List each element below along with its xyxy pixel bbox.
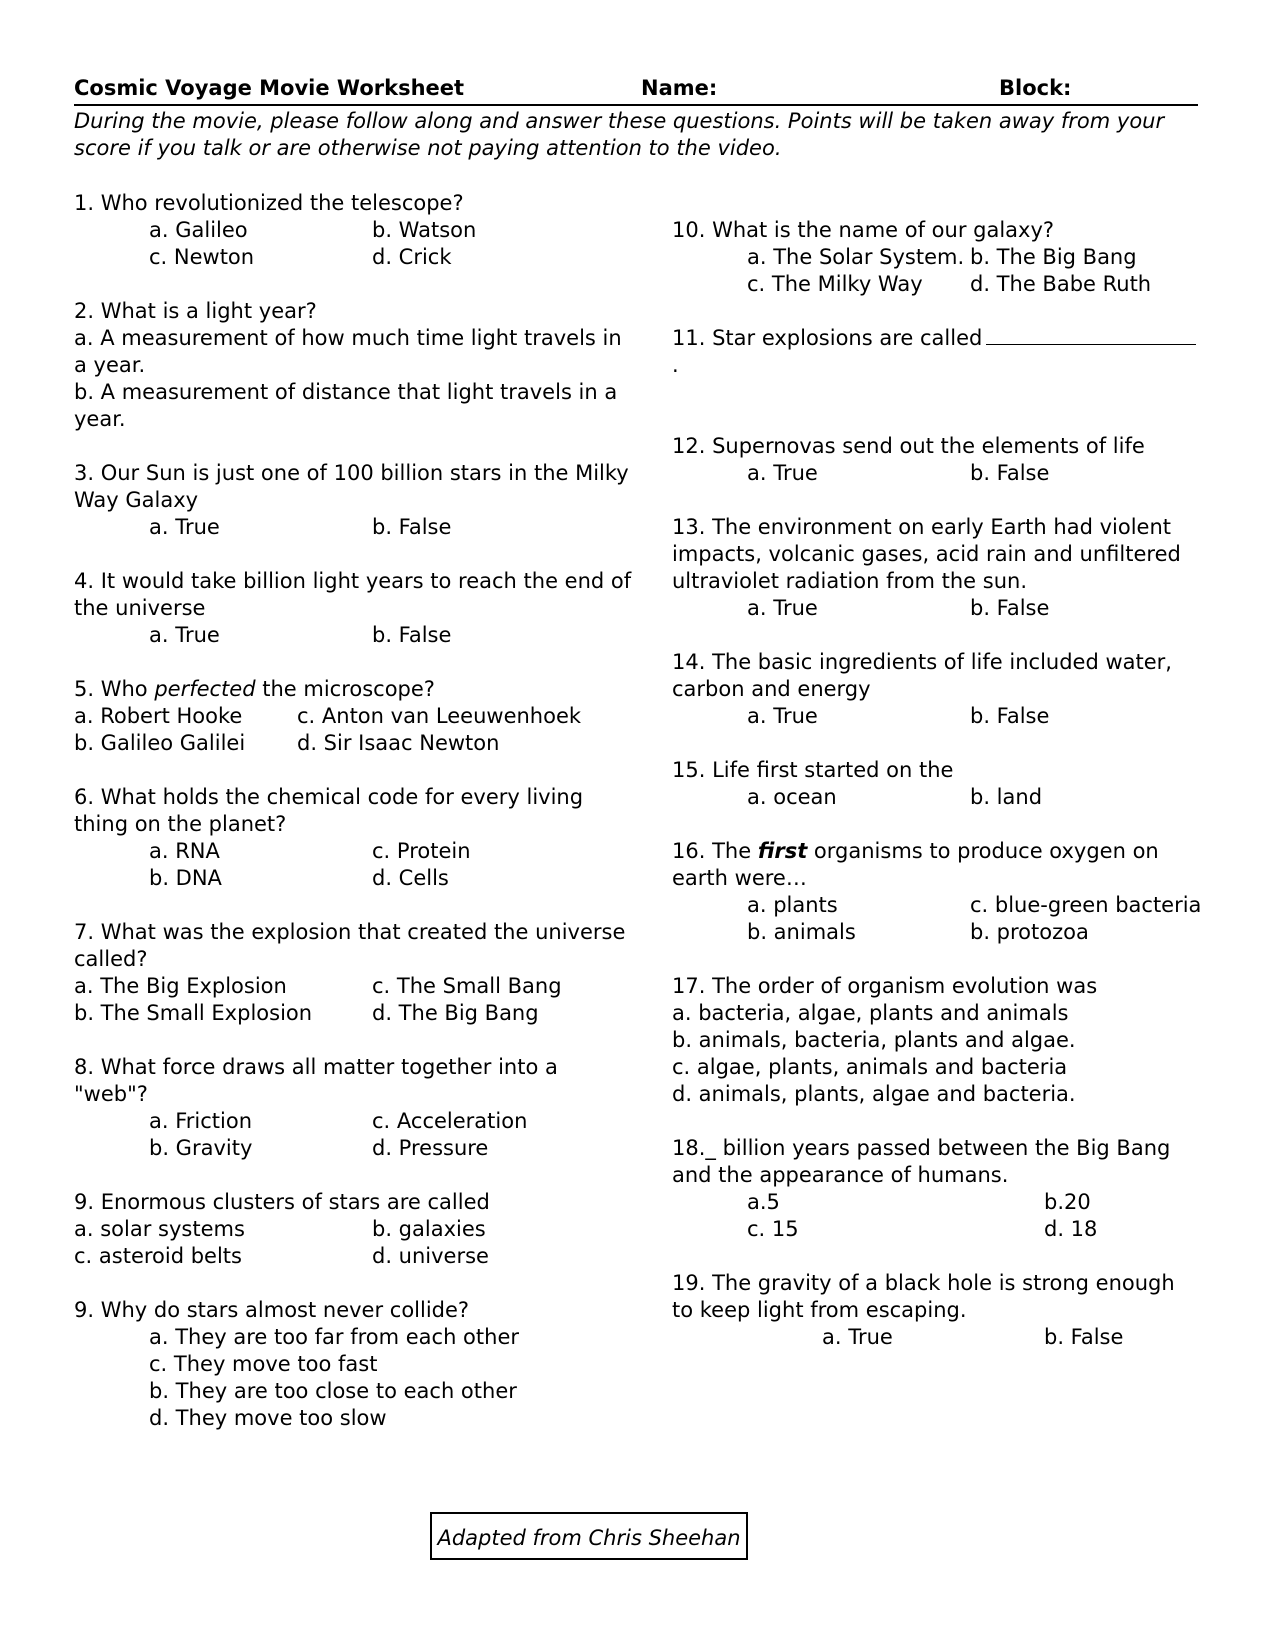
worksheet-header xyxy=(74,74,1198,106)
question-text: 17. The order of organism evolution was xyxy=(672,974,1098,998)
option-d: d. They move too slow xyxy=(149,1406,387,1430)
option-a: a. Friction xyxy=(149,1109,253,1133)
option-a: a. True xyxy=(822,1325,893,1349)
question-text: 7. What was the explosion that created the universe called? xyxy=(74,920,626,971)
question-prefix: 5. Who xyxy=(74,677,155,701)
question-19 xyxy=(672,1270,1202,1351)
question-text: 9. Enormous clusters of stars are called xyxy=(74,1190,490,1214)
option-b: b. animals, bacteria, plants and algae. xyxy=(672,1028,1076,1052)
left-column xyxy=(74,190,634,1459)
option-c: c. The Milky Way xyxy=(747,272,923,296)
option-b: b. A measurement of distance that light travels in a year. xyxy=(74,380,618,431)
question-text xyxy=(672,325,1202,379)
option-c: c. 15 xyxy=(747,1217,799,1241)
right-column xyxy=(672,217,1202,1378)
question-text: 3. Our Sun is just one of 100 billion stars in the Milky Way Galaxy xyxy=(74,461,629,512)
option-c: c. algae, plants, animals and bacteria xyxy=(672,1055,1068,1079)
emphasized-word: perfected xyxy=(154,677,256,701)
option-b: b. land xyxy=(970,785,1043,809)
option-d: d. Pressure xyxy=(372,1136,489,1160)
question-text xyxy=(74,676,634,703)
question-text xyxy=(672,838,1202,892)
option-b: b. galaxies xyxy=(372,1217,486,1241)
question-9 xyxy=(74,1189,634,1270)
emphasized-word: first xyxy=(757,839,808,863)
option-c: c. Protein xyxy=(372,839,471,863)
option-b: b. False xyxy=(372,515,452,539)
option-c: c. blue-green bacteria xyxy=(970,893,1202,917)
question-prompt: 11. Star explosions are called xyxy=(672,326,983,350)
question-text: 6. What holds the chemical code for every living thing on the planet? xyxy=(74,785,584,836)
option-a: a. True xyxy=(149,623,220,647)
worksheet-title: Cosmic Voyage Movie Worksheet xyxy=(74,76,465,100)
option-a: a. Robert Hooke xyxy=(74,704,243,728)
question-text: 19. The gravity of a black hole is strong enough to keep light from escaping. xyxy=(672,1271,1175,1322)
question-1 xyxy=(74,190,634,271)
question-5 xyxy=(74,676,634,757)
question-suffix: organisms to produce oxygen on earth were… xyxy=(672,839,1159,890)
option-a: a. RNA xyxy=(149,839,220,863)
question-13 xyxy=(672,514,1202,622)
option-d: d. The Babe Ruth xyxy=(970,272,1152,296)
attribution-box: Adapted from Chris Sheehan xyxy=(430,1512,748,1560)
option-d: d. animals, plants, algae and bacteria. xyxy=(672,1082,1076,1106)
question-text: 12. Supernovas send out the elements of life xyxy=(672,434,1145,458)
option-b: b.20 xyxy=(1044,1190,1091,1214)
question-14 xyxy=(672,649,1202,730)
question-2 xyxy=(74,298,634,433)
question-6 xyxy=(74,784,634,892)
question-text: 2. What is a light year? xyxy=(74,299,317,323)
question-text: 18._ billion years passed between the Big Bang and the appearance of humans. xyxy=(672,1136,1171,1187)
question-text: 14. The basic ingredients of life included water, carbon and energy xyxy=(672,650,1172,701)
option-d: d. Crick xyxy=(372,245,452,269)
option-a: a. Galileo xyxy=(149,218,248,242)
option-b: b. False xyxy=(970,461,1050,485)
question-suffix: the microscope? xyxy=(255,677,435,701)
option-d: d. Sir Isaac Newton xyxy=(297,731,500,755)
option-b: b. False xyxy=(372,623,452,647)
question-text: 1. Who revolutionized the telescope? xyxy=(74,191,464,215)
question-4 xyxy=(74,568,634,649)
option-a: a. bacteria, algae, plants and animals xyxy=(672,1001,1069,1025)
option-a: a. The Solar System. xyxy=(747,245,965,269)
option-d: d. 18 xyxy=(1044,1217,1098,1241)
answer-blank[interactable] xyxy=(986,326,1196,345)
option-c: c. The Small Bang xyxy=(372,974,562,998)
question-7 xyxy=(74,919,634,1027)
option-c: c. asteroid belts xyxy=(74,1244,242,1268)
question-17 xyxy=(672,973,1202,1108)
option-a: a. The Big Explosion xyxy=(74,974,287,998)
option-b: b. Galileo Galilei xyxy=(74,731,246,755)
question-16 xyxy=(672,838,1202,946)
option-b: b. The Big Bang xyxy=(970,245,1137,269)
question-prefix: 16. The xyxy=(672,839,758,863)
question-text: 9. Why do stars almost never collide? xyxy=(74,1298,470,1322)
option-a: a. True xyxy=(149,515,220,539)
option-d: d. universe xyxy=(372,1244,489,1268)
option-b: b. animals xyxy=(747,920,856,944)
option-b: b. DNA xyxy=(149,866,222,890)
option-b: b. The Small Explosion xyxy=(74,1001,313,1025)
option-a: a. True xyxy=(747,461,818,485)
question-11 xyxy=(672,325,1202,379)
option-c: c. Anton van Leeuwenhoek xyxy=(297,704,582,728)
block-label: Block: xyxy=(999,76,1072,100)
option-a: a.5 xyxy=(747,1190,780,1214)
question-3 xyxy=(74,460,634,541)
question-text: 10. What is the name of our galaxy? xyxy=(672,218,1055,242)
question-text: 4. It would take billion light years to reach the end of the universe xyxy=(74,569,632,620)
option-a: a. They are too far from each other xyxy=(149,1325,520,1349)
option-a: a. A measurement of how much time light travels in a year. xyxy=(74,326,622,377)
question-12 xyxy=(672,433,1202,487)
option-a: a. ocean xyxy=(747,785,837,809)
question-15 xyxy=(672,757,1202,811)
option-b: b. Gravity xyxy=(149,1136,253,1160)
option-d: d. Cells xyxy=(372,866,449,890)
option-b: b. False xyxy=(970,596,1050,620)
option-b: b. They are too close to each other xyxy=(149,1379,517,1403)
option-b: b. False xyxy=(970,704,1050,728)
question-10 xyxy=(672,217,1202,298)
question-8 xyxy=(74,1054,634,1162)
option-a: a. solar systems xyxy=(74,1217,245,1241)
option-b: b. Watson xyxy=(372,218,477,242)
option-b-protozoa: b. protozoa xyxy=(970,920,1089,944)
option-a: a. True xyxy=(747,704,818,728)
question-text: 13. The environment on early Earth had violent impacts, volcanic gases, acid rain and unfiltered ultraviolet radiation from the sun. xyxy=(672,515,1181,593)
option-c: c. They move too fast xyxy=(149,1352,378,1376)
option-d: d. The Big Bang xyxy=(372,1001,539,1025)
question-18 xyxy=(672,1135,1202,1243)
name-label: Name: xyxy=(641,76,718,100)
question-text: 15. Life first started on the xyxy=(672,758,954,782)
option-c: c. Newton xyxy=(149,245,255,269)
option-c: c. Acceleration xyxy=(372,1109,528,1133)
instructions: During the movie, please follow along and answer these questions. Points will be taken away from your score if you talk or are otherwise not paying attention to the video. xyxy=(74,109,1165,160)
option-b: b. False xyxy=(1044,1325,1124,1349)
option-a: a. True xyxy=(747,596,818,620)
question-text: 8. What force draws all matter together into a "web"? xyxy=(74,1055,558,1106)
question-period: . xyxy=(672,353,679,377)
option-a: a. plants xyxy=(747,893,838,917)
question-9b xyxy=(74,1297,634,1432)
